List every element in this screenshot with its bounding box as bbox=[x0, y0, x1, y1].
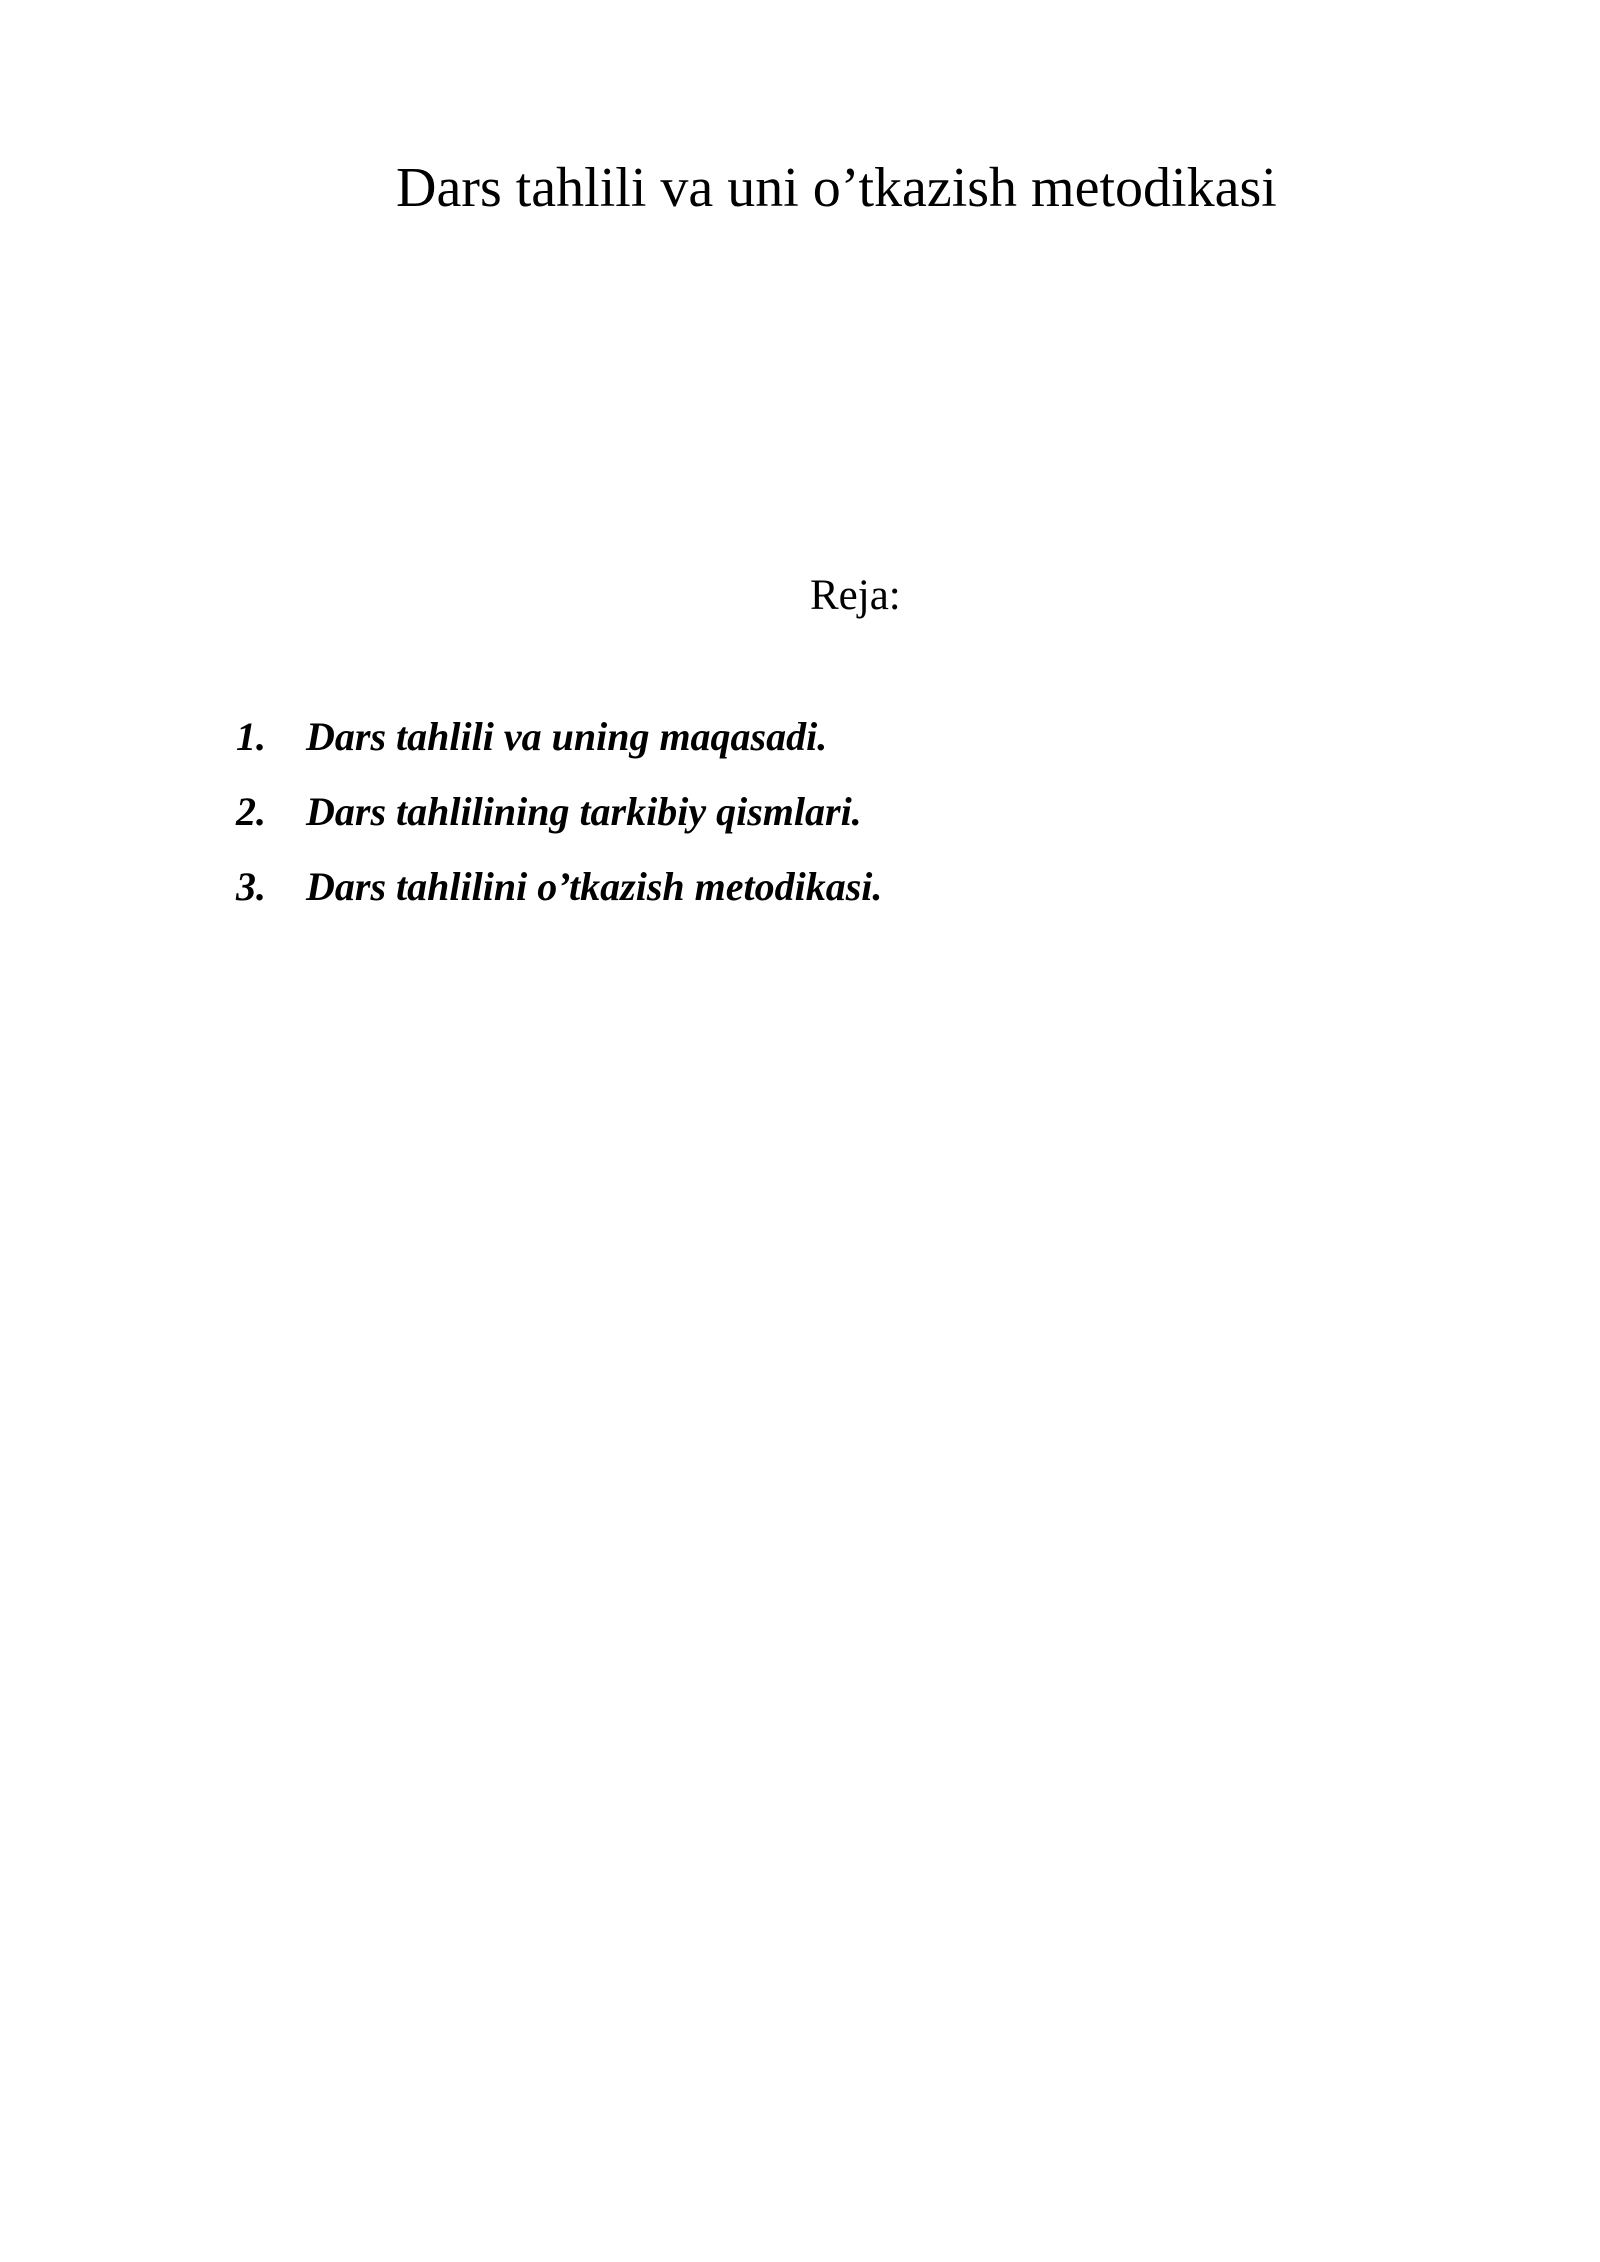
plan-item-number: 1. bbox=[236, 714, 266, 759]
plan-item-number: 2. bbox=[236, 789, 266, 834]
plan-item bbox=[236, 788, 882, 863]
document-title: Dars tahlili va uni o’tkazish metodikasi bbox=[396, 157, 1277, 219]
plan-item bbox=[236, 713, 882, 788]
plan-list bbox=[236, 713, 882, 938]
plan-item-text: Dars tahlilini o’tkazish metodikasi. bbox=[306, 864, 883, 909]
plan-item bbox=[236, 863, 882, 938]
plan-item-text: Dars tahlili va uning maqasadi. bbox=[306, 714, 828, 759]
plan-item-text: Dars tahlilining tarkibiy qismlari. bbox=[306, 789, 862, 834]
plan-item-number: 3. bbox=[236, 864, 266, 909]
plan-heading: Reja: bbox=[810, 572, 901, 619]
